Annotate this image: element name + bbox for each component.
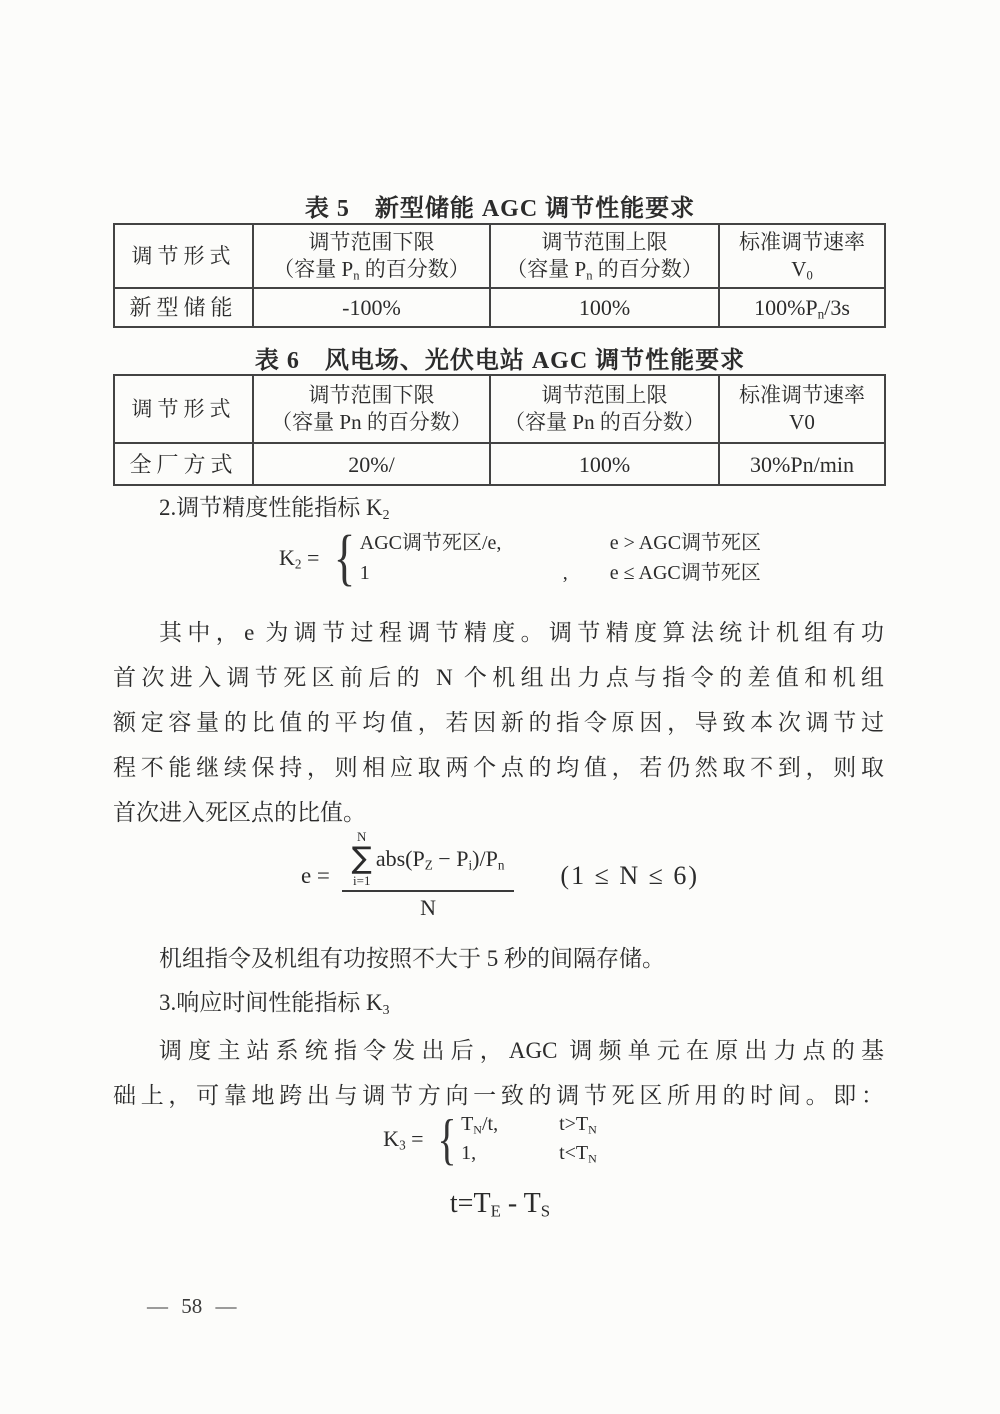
- formula-e-body: [301, 830, 699, 921]
- formula-k3-case2: 1, $t<T_N$: [461, 1142, 597, 1166]
- page-number: — 58 —: [147, 1294, 237, 1318]
- table6-header-rate-line2: V0: [789, 410, 815, 434]
- table6-header-mode: 调节形式: [114, 375, 253, 443]
- table5-cell-upper: 100%: [490, 288, 719, 327]
- formula-k3-lhs: $K_3$ =: [383, 1126, 430, 1153]
- formula-e-denominator: N: [342, 890, 515, 921]
- formula-k2-case2: 1 , e ≤ AGC调节死区: [359, 562, 761, 584]
- table6-header-lower-limit: [253, 375, 490, 443]
- formula-k2-case1: AGC调节死区/e, e > AGC调节死区: [359, 532, 762, 554]
- formula-t-expression: $t=T_E - T_S$: [449, 1188, 551, 1221]
- table5-cell-lower: -100%: [253, 288, 490, 327]
- table6-header-upper-limit: [490, 375, 719, 443]
- formula-k2-body: [278, 523, 762, 593]
- paragraph-line: 调度主站系统指令发出后，AGC 调频单元在原出力点的基: [159, 1038, 884, 1063]
- paragraph-storage-interval: [113, 936, 884, 981]
- paragraph-response-time: [113, 1028, 884, 1118]
- table5-header-lower-limit-line2: （容量 $P_n$ 的百分数）: [273, 257, 470, 283]
- formula-k2-cases: [360, 528, 761, 588]
- formula-e-numerator: [342, 830, 515, 890]
- section3-heading: 3.响应时间性能指标 $K_3$: [159, 990, 390, 1017]
- table5-header-upper-limit: [490, 224, 719, 288]
- table6-cell-upper: 100%: [490, 443, 719, 485]
- formula-k3-body: [383, 1107, 597, 1171]
- table6-cell-mode: 全厂方式: [114, 443, 253, 485]
- paragraph-line: 其中，e 为调节过程调节精度。调节精度算法统计机组有功: [159, 620, 884, 645]
- paragraph-accuracy-definition: [113, 610, 884, 835]
- formula-k2: [0, 523, 1000, 593]
- table5-cell-mode: 新型储能: [114, 288, 253, 327]
- numerator-expression: $abs(P_Z - P_i)/P_n$: [375, 846, 505, 873]
- formula-k3-cases: [461, 1110, 597, 1168]
- table5-header-rate-line1: 标准调节速率: [739, 230, 865, 254]
- table6: [113, 374, 886, 486]
- paragraph-line: 首次进入调节死区前后的 N 个机组出力点与指令的差值和机组: [113, 665, 884, 690]
- table5-caption: 表 5 新型储能 AGC 调节性能要求: [304, 196, 696, 222]
- table6-header-rate-line1: 标准调节速率: [739, 383, 865, 407]
- paragraph-line: 额定容量的比值的平均值，若因新的指令原因，导致本次调节过: [113, 710, 884, 735]
- table6-header-upper-limit-line2: （容量 Pn 的百分数）: [504, 410, 705, 434]
- formula-k2-lhs: $K_2$ =: [278, 545, 325, 572]
- table6-cell-lower: 20%/: [253, 443, 490, 485]
- left-brace: {: [437, 1107, 457, 1171]
- formula-k3-case1: $T_N/t$, $t>T_N$: [461, 1113, 597, 1137]
- table5-cell-rate: $100\%P_n/3s$: [719, 288, 885, 327]
- table5: [113, 223, 886, 328]
- formula-e-constraint: (1 ≤ N ≤ 6): [560, 860, 700, 890]
- table6-caption: 表 6 风电场、光伏电站 AGC 调节性能要求: [254, 348, 746, 374]
- formula-k3: [0, 1107, 1000, 1171]
- table6-header-row: [114, 375, 885, 443]
- left-brace: {: [333, 523, 356, 593]
- table5-header-upper-limit-line2: （容量 $P_n$ 的百分数）: [506, 257, 703, 283]
- paragraph-line: 程不能继续保持，则相应取两个点的均值，若仍然取不到，则取: [113, 755, 884, 780]
- summation-symbol: N ∑ i=1: [351, 829, 372, 888]
- table5-header-rate-line2: $V_0$: [791, 257, 813, 283]
- formula-e-fraction: [342, 830, 515, 921]
- table6-header-lower-limit-line1: 调节范围下限: [308, 383, 435, 407]
- formula-t: [0, 1188, 1000, 1220]
- table6-header-rate: [719, 375, 885, 443]
- section2-heading: 2.调节精度性能指标 $K_2$: [159, 495, 390, 522]
- formula-e: [0, 830, 1000, 921]
- table6-header-lower-limit-line2: （容量 Pn 的百分数）: [271, 410, 472, 434]
- table5-header-rate: [719, 224, 885, 288]
- paragraph-line: 首次进入死区点的比值。: [113, 800, 366, 825]
- table5-header-lower-limit: [253, 224, 490, 288]
- table5-data-row: [114, 288, 885, 327]
- sigma-icon: ∑: [351, 841, 372, 876]
- paragraph-line: 础上，可靠地跨出与调节方向一致的调节死区所用的时间。即：: [113, 1083, 884, 1108]
- table5-header-lower-limit-line1: 调节范围下限: [308, 230, 435, 254]
- table6-data-row: [114, 443, 885, 485]
- table6-cell-rate: 30%Pn/min: [719, 443, 885, 485]
- table5-header-upper-limit-line1: 调节范围上限: [541, 230, 668, 254]
- table5-header-row: [114, 224, 885, 288]
- table6-header-upper-limit-line1: 调节范围上限: [541, 383, 668, 407]
- formula-e-lhs: e =: [300, 862, 336, 888]
- paragraph-line: 机组指令及机组有功按照不大于 5 秒的间隔存储。: [159, 946, 665, 971]
- table5-header-mode: 调节形式: [114, 224, 253, 288]
